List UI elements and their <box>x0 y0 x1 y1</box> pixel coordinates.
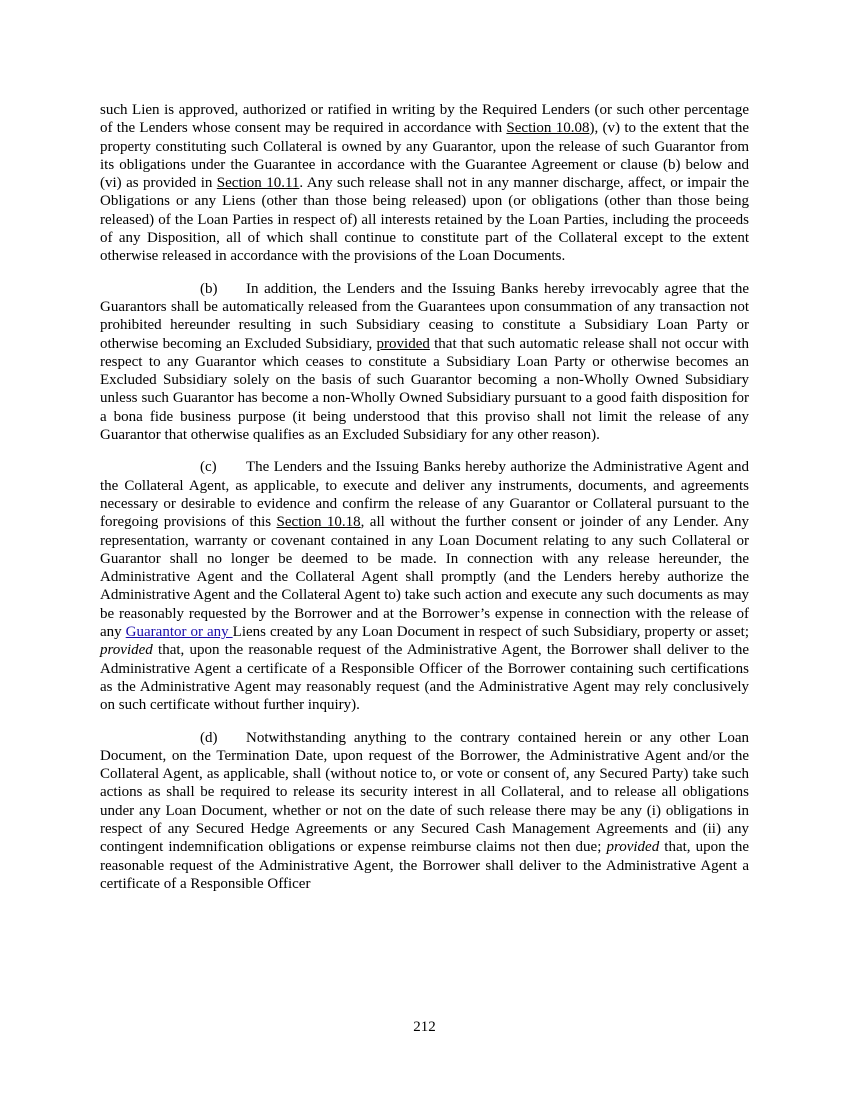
paragraph-label: (b) <box>200 280 218 297</box>
provided-term: provided <box>376 335 430 352</box>
text-run: The Lenders and the Issuing Banks hereby authorize the Administrative Agent and the Collateral Agent, as applicable, to execute and deliver any instruments, documents, and agreements necessary or desirable to evidence and confirm the release of any Guarantor or Collateral pursuant to the foregoing provisions of this <box>100 459 749 531</box>
paragraph-label: (c) <box>200 459 217 476</box>
text-run: ), (v) to the extent that the property constituting such Collateral is owned by any Guarantor, upon the release of such Guarantor from its obligations under the Guarantee in accordance with the Guarantee Agreement or clause (b) below and (vi) as provided in <box>100 120 750 192</box>
paragraph-c <box>100 458 749 714</box>
paragraph-continuation <box>100 101 749 266</box>
text-run: that, upon the reasonable request of the Administrative Agent, the Borrower shall deliver to the Administrative Agent a certificate of a Responsible Officer <box>100 839 749 892</box>
paragraph-label: (d) <box>200 729 218 746</box>
paragraph-b <box>100 280 749 445</box>
provided-term: provided <box>606 839 660 856</box>
text-run: that, upon the reasonable request of the Administrative Agent, the Borrower shall deliver to the Administrative Agent a certificate of a Responsible Officer of the Borrower containing such certifications as the Administrative Agent may reasonably request (and the Administrative Agent may rely conclusively on such certificate without further inquiry). <box>100 642 749 714</box>
text-run: such Lien is approved, authorized or ratified in writing by the Required Lenders (or such other percentage of the Lenders whose consent may be required in accordance with <box>100 102 749 137</box>
hyperlink-guarantor-or-any[interactable]: Guarantor or any <box>125 624 233 641</box>
text-run: . Any such release shall not in any manner discharge, affect, or impair the Obligations or any Liens (other than those being released) upon (or obligations (other than those being released) of the Loan Parties in respect of) all interests retained by the Loan Parties, including the proceeds of any Disposition, all of which shall continue to constitute part of the Collateral except to the extent otherwise released in accordance with the provisions of the Loan Documents. <box>100 175 749 265</box>
document-body <box>100 101 749 907</box>
text-run: that that such automatic release shall not occur with respect to any Guarantor which ceases to constitute a Subsidiary Loan Party or otherwise becomes an Excluded Subsidiary solely on the basis of such Guarantor becoming a non-Wholly Owned Subsidiary unless such Guarantor has become a non-Wholly Owned Subsidiary pursuant to a good faith disposition for a bona fide business purpose (it being understood that this proviso shall not limit the release of any Guarantor that otherwise qualifies as an Excluded Subsidiary for any other reason). <box>100 335 749 444</box>
section-reference: Section 10.08 <box>506 120 590 137</box>
text-run: In addition, the Lenders and the Issuing Banks hereby irrevocably agree that the Guarantors shall be automatically released from the Guarantees upon consummation of any transaction not prohibited hereunder resulting in such Subsidiary ceasing to constitute a Subsidiary Loan Party or otherwise becoming an Excluded Subsidiary, <box>100 280 749 352</box>
text-run: , all without the further consent or joinder of any Lender. Any representation, warranty or covenant contained in any Loan Document relating to any such Collateral or Guarantor shall no longer be deemed to be made. In connection with any release hereunder, the Administrative Agent and the Collateral Agent shall promptly (and the Lenders hereby authorize the Administrative Agent and the Collateral Agent to) take such action and execute any such documents as may be reasonably requested by the Borrower and at the Borrower’s expense in connection with the release of any <box>100 514 749 641</box>
section-reference: Section 10.11 <box>216 175 300 192</box>
paragraph-d <box>100 729 749 894</box>
text-run: Notwithstanding anything to the contrary contained herein or any other Loan Document, on the Termination Date, upon request of the Borrower, the Administrative Agent and/or the Collateral Agent, as applicable, shall (without notice to, or vote or consent of, any Secured Party) take such actions as shall be required to release its security interest in all Collateral, and to release all obligations under any Loan Document, whether or not on the date of such release there may be any (i) obligations in respect of any Secured Hedge Agreements or any Secured Cash Management Agreements and (ii) any contingent indemnification obligations or expense reimburse claims not then due; <box>100 729 749 856</box>
page-number: 212 <box>413 1019 436 1035</box>
section-reference: Section 10.18 <box>276 514 361 531</box>
provided-term: provided <box>100 642 153 659</box>
text-run: Liens created by any Loan Document in respect of such Subsidiary, property or asset; <box>232 624 749 641</box>
